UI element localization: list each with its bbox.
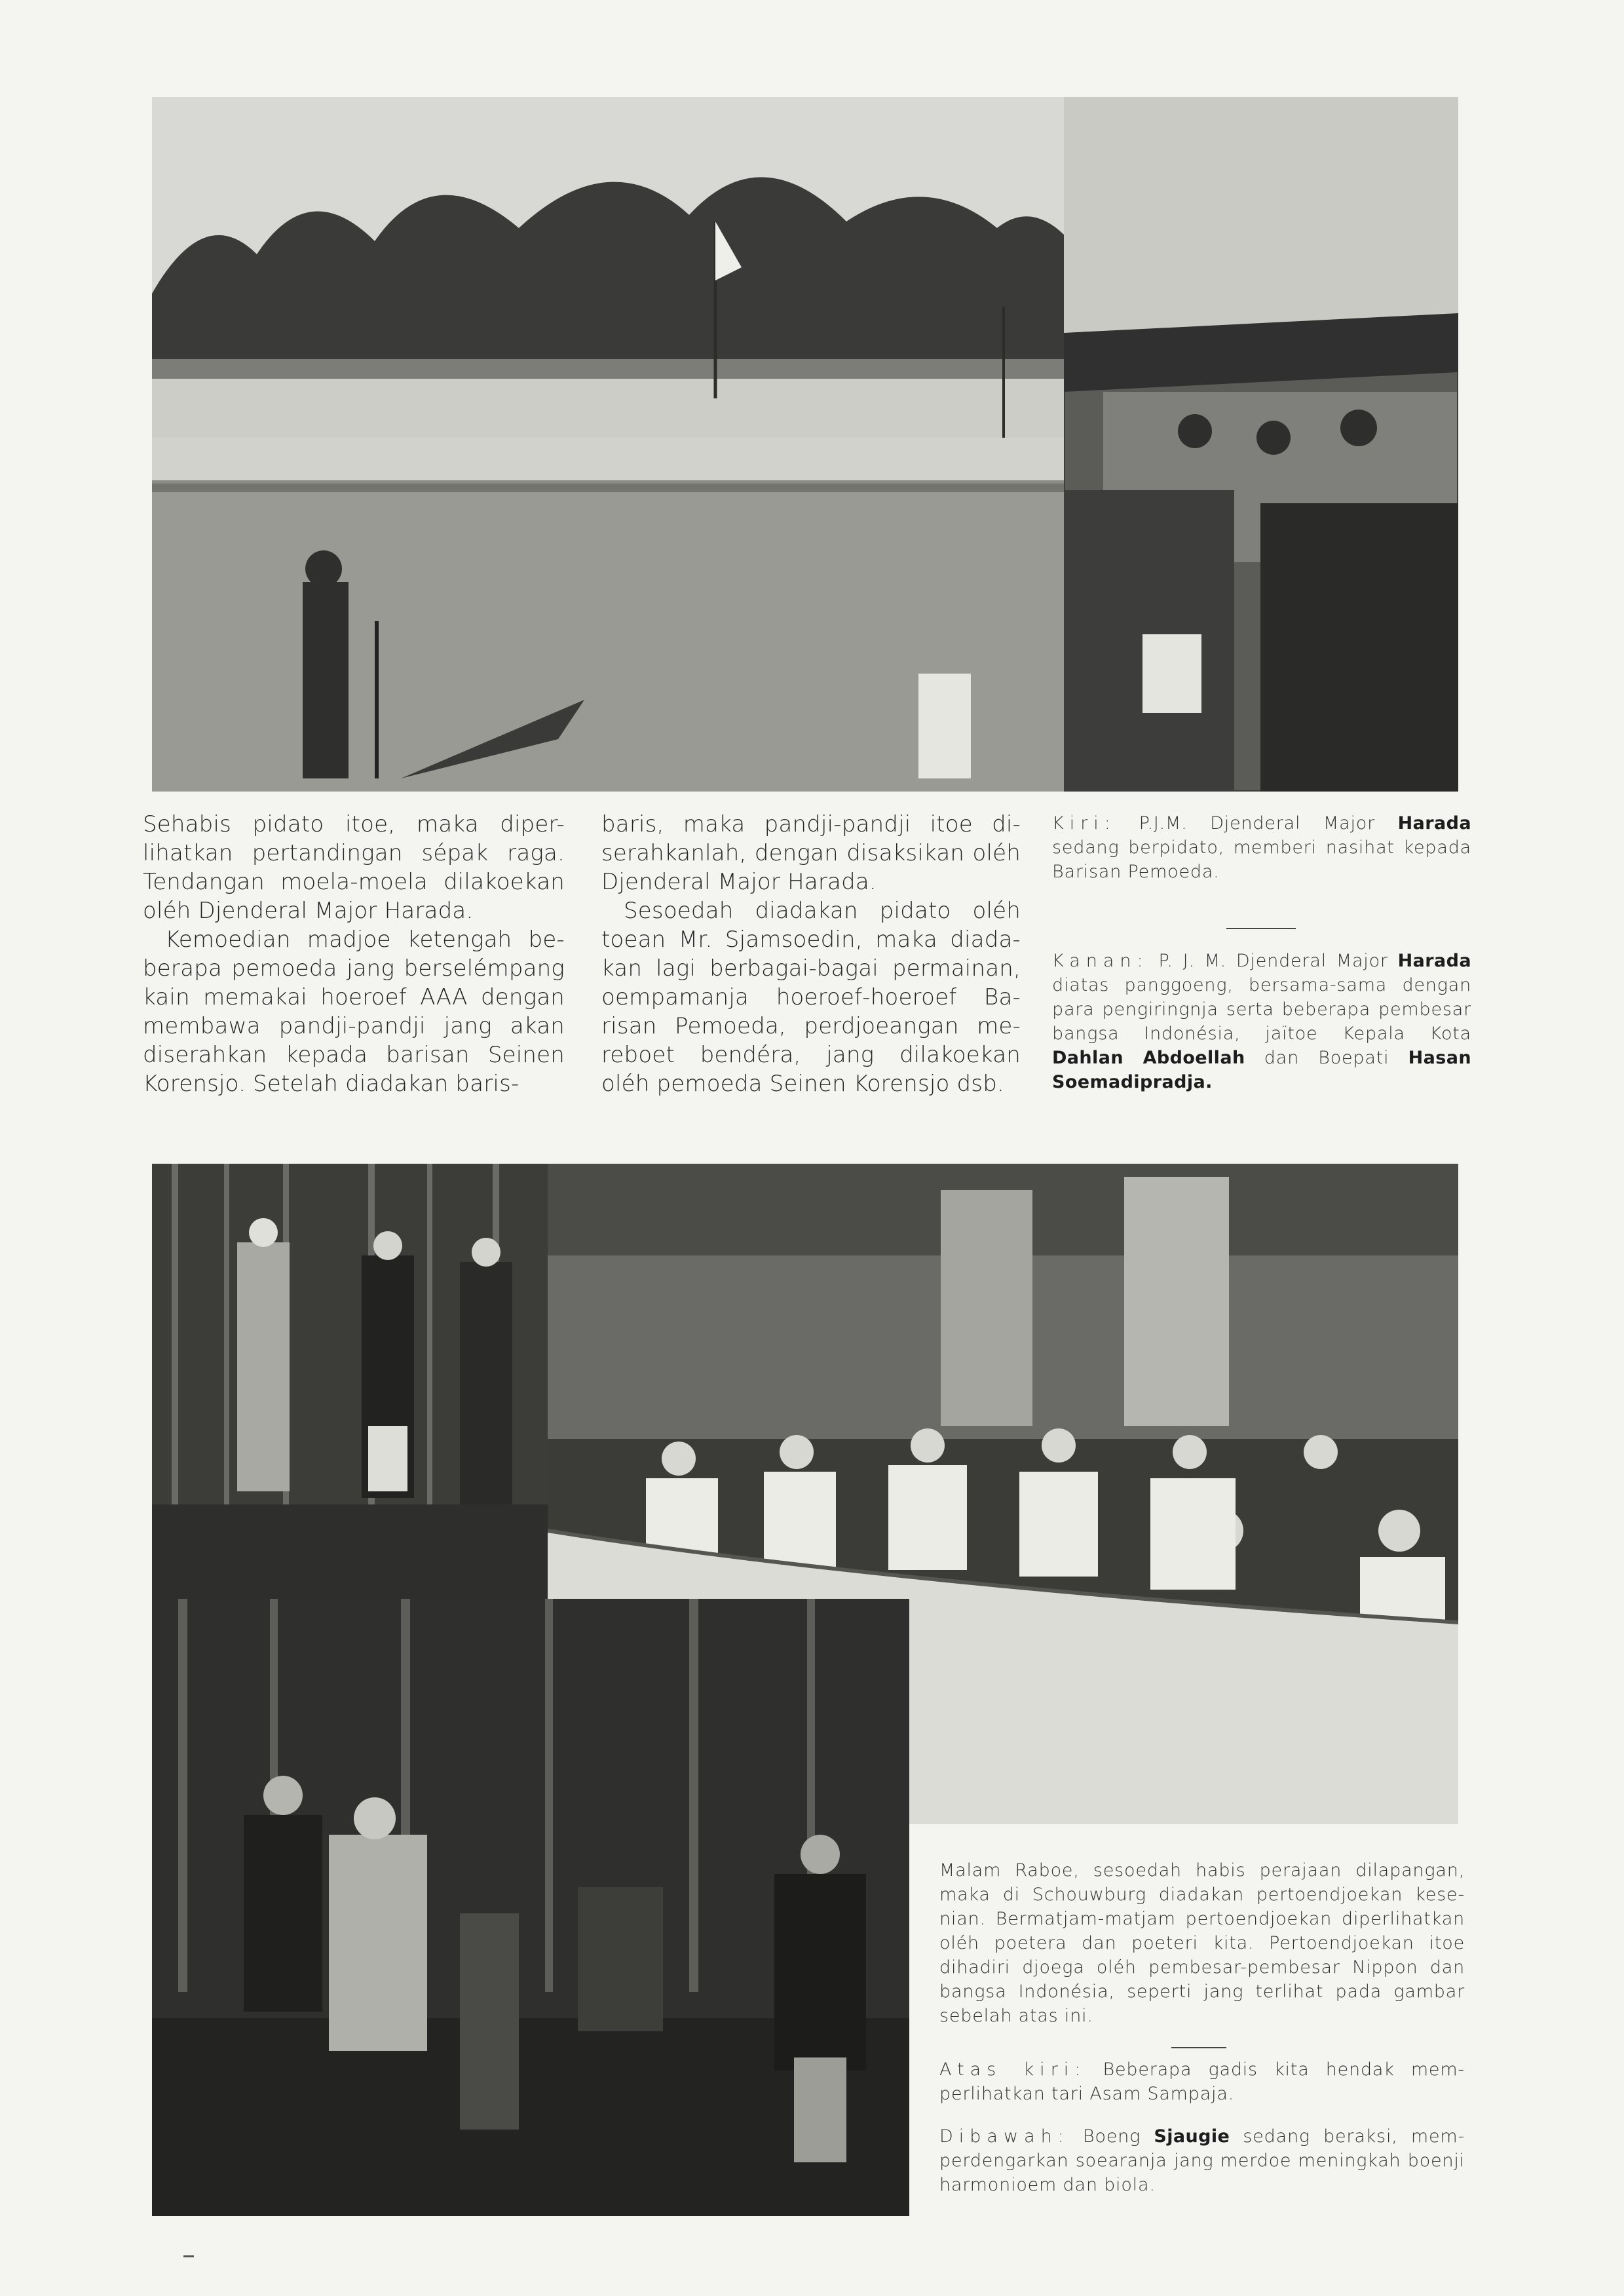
caption-right-photo (1052, 949, 1471, 1094)
caption-label: Kiri: (1052, 813, 1116, 833)
caption-text: sedang berpidato, memberi nasihat kepada Barisan Pemoeda. (1052, 837, 1471, 882)
caption-name: Harada (1397, 813, 1471, 833)
caption-name: Sjaugie (1154, 2126, 1230, 2147)
page-mark (183, 2255, 194, 2257)
caption-text: sedang beraksi, mem-perdengarkan soearanja jang merdoe meningkah boenji harmonioem dan biola. (939, 2126, 1465, 2195)
caption-label: Dibawah: (939, 2126, 1070, 2147)
caption-punctuation: . (1205, 1072, 1213, 1092)
caption-top-left-photo (939, 2057, 1465, 2106)
caption-name: Hasan Soemadipradja (1052, 1048, 1471, 1092)
caption-text: Boeng (1083, 2126, 1141, 2147)
caption-text: diatas panggoeng, bersama-sama dengan para pengiringnja serta beberapa pembesar bangsa Indonésia, jaïtoe Kepala Kota (1052, 975, 1471, 1044)
caption-text: Malam Raboe, sesoedah habis perajaan dilapangan, maka di Schouwburg diadakan pertoendjoekan kese-nian. Bermatjam-matjam pertoendjoekan diperlihatkan oléh poetera dan poeteri kita. Pertoendjoekan itoe dihadiri djoega oléh pembesar-pembesar Nippon dan bangsa Indonésia, seperti jang terlihat pada gambar sebelah atas ini. (939, 1860, 1465, 2026)
caption-bottom-photo (939, 2124, 1465, 2197)
caption-label: Kanan: (1052, 951, 1149, 971)
caption-left-photo (1052, 811, 1471, 884)
paragraph: baris, maka pandji-pandji itoe di-serahkanlah, dengan disaksikan oléh Djenderal Major Harada. (601, 811, 1021, 895)
caption-label: Atas kiri: (939, 2059, 1087, 2080)
photo-stage-officials (1064, 97, 1458, 792)
paragraph: Sesoedah diadakan pidato oléh toean Mr. Sjamsoedin, maka diada-kan lagi berbagai-bagai permainan, oempamanja hoeroef-hoeroef Ba-risan Pemoeda, perdjoeangan me-reboet bendéra, jang dilakoekan oléh pemoeda Seinen Korensjo dsb. (601, 898, 1021, 1097)
photo-musicians (152, 1599, 909, 2216)
article-column-2 (601, 810, 1021, 1098)
photo-field-ceremony (152, 97, 1064, 792)
caption-text: P.J.M. Djenderal Major (1139, 813, 1375, 833)
paragraph: Kemoedian madjoe ketengah be-berapa pemoeda jang berselémpang kain memakai hoeroef AAA dengan membawa pandji-pandji jang akan diserahkan kepada barisan Seinen Korensjo. Setelah diadakan baris- (143, 927, 565, 1097)
caption-text: Beberapa gadis kita hendak mem-perlihatkan tari Asam Sampaja. (939, 2059, 1465, 2104)
photo-dancers (152, 1164, 548, 1599)
caption-divider (1226, 928, 1296, 929)
caption-name: Harada (1397, 951, 1471, 971)
caption-theatre-main (939, 1858, 1465, 2028)
caption-text: dan Boepati (1264, 1048, 1389, 1068)
paragraph: Sehabis pidato itoe, maka diper-lihatkan pertandingan sépak raga. Tendangan moela-moela dilakoekan oléh Djenderal Major Harada. (143, 811, 565, 924)
article-column-1 (143, 810, 565, 1098)
caption-name: Dahlan Abdoellah (1052, 1048, 1245, 1068)
caption-text: P. J. M. Djenderal Major (1158, 951, 1388, 971)
caption-divider (1171, 2047, 1226, 2048)
